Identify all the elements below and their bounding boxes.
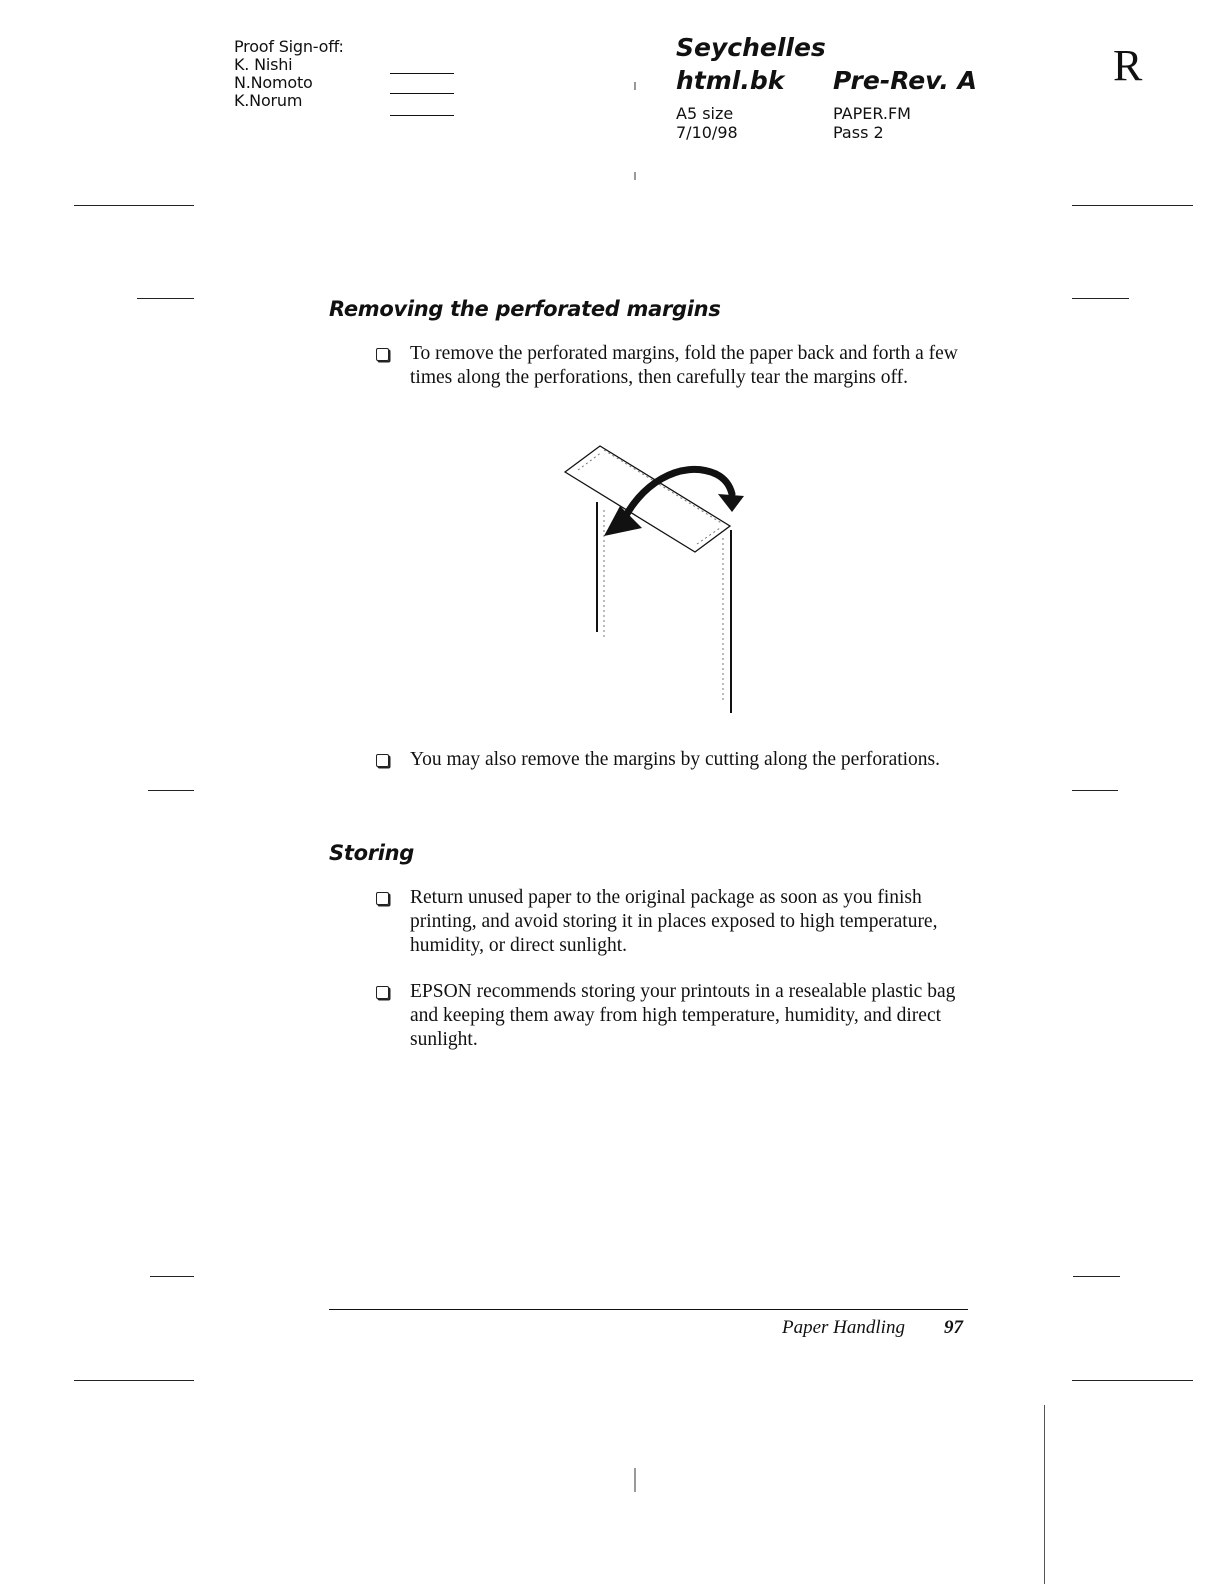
checkbox-bullet-icon: [376, 986, 389, 999]
list-item: Return unused paper to the original package as soon as you finish printing, and avoid storing it in places exposed to high temperature, humidity, or direct sunlight.: [410, 887, 938, 956]
book-title: html.bk: [676, 66, 785, 95]
page-size: A5 size: [676, 104, 734, 123]
pass-label: Pass 2: [833, 123, 884, 142]
center-mark: [634, 82, 636, 90]
crop-mark: [1044, 1405, 1045, 1584]
revision-label: Pre-Rev. A: [833, 66, 977, 95]
crop-mark: [148, 790, 194, 791]
fold-perforated-margin-illustration: [560, 440, 750, 718]
proof-name-2: N.Nomoto: [234, 73, 313, 92]
proof-name-3: K.Norum: [234, 91, 303, 110]
fold-arrow-head-right: [718, 494, 744, 512]
proof-signoff: [234, 38, 344, 110]
crop-mark: [1072, 1380, 1193, 1381]
crop-mark: [1072, 298, 1129, 299]
crop-mark: [1072, 205, 1193, 206]
signature-line-1: [390, 73, 454, 74]
checkbox-bullet-icon: [376, 348, 389, 361]
folded-paper-flap: [565, 446, 730, 552]
proof-signoff-heading: Proof Sign-off:: [234, 37, 344, 56]
list-item: EPSON recommends storing your printouts in a resealable plastic bag and keeping them away from high temperature, humidity, and direct sunlight.: [410, 981, 956, 1050]
checkbox-bullet-icon: [376, 892, 389, 905]
signature-line-3: [390, 115, 454, 116]
proof-name-1: K. Nishi: [234, 55, 293, 74]
crop-mark: [74, 1380, 194, 1381]
crop-mark: [137, 298, 194, 299]
center-mark: [634, 1468, 636, 1492]
list-item: To remove the perforated margins, fold the paper back and forth a few times along the perforations, then carefully tear the margins off.: [410, 343, 958, 388]
list-item: You may also remove the margins by cutting along the perforations.: [410, 749, 941, 770]
section-heading-storing: Storing: [329, 841, 415, 865]
crop-mark: [1072, 790, 1118, 791]
center-mark: [634, 172, 636, 180]
corner-letter: R: [1113, 41, 1143, 90]
crop-mark: [1073, 1276, 1120, 1277]
project-title: Seychelles: [676, 33, 826, 62]
crop-mark: [74, 205, 194, 206]
section-heading-removing-margins: Removing the perforated margins: [329, 297, 721, 321]
signature-line-2: [390, 93, 454, 94]
page-number: 97: [944, 1317, 963, 1338]
footer-rule: [329, 1309, 968, 1310]
footer-chapter-title: Paper Handling: [782, 1317, 905, 1338]
checkbox-bullet-icon: [376, 754, 389, 767]
proof-date: 7/10/98: [676, 123, 738, 142]
file-name: PAPER.FM: [833, 104, 911, 123]
crop-mark: [150, 1276, 194, 1277]
